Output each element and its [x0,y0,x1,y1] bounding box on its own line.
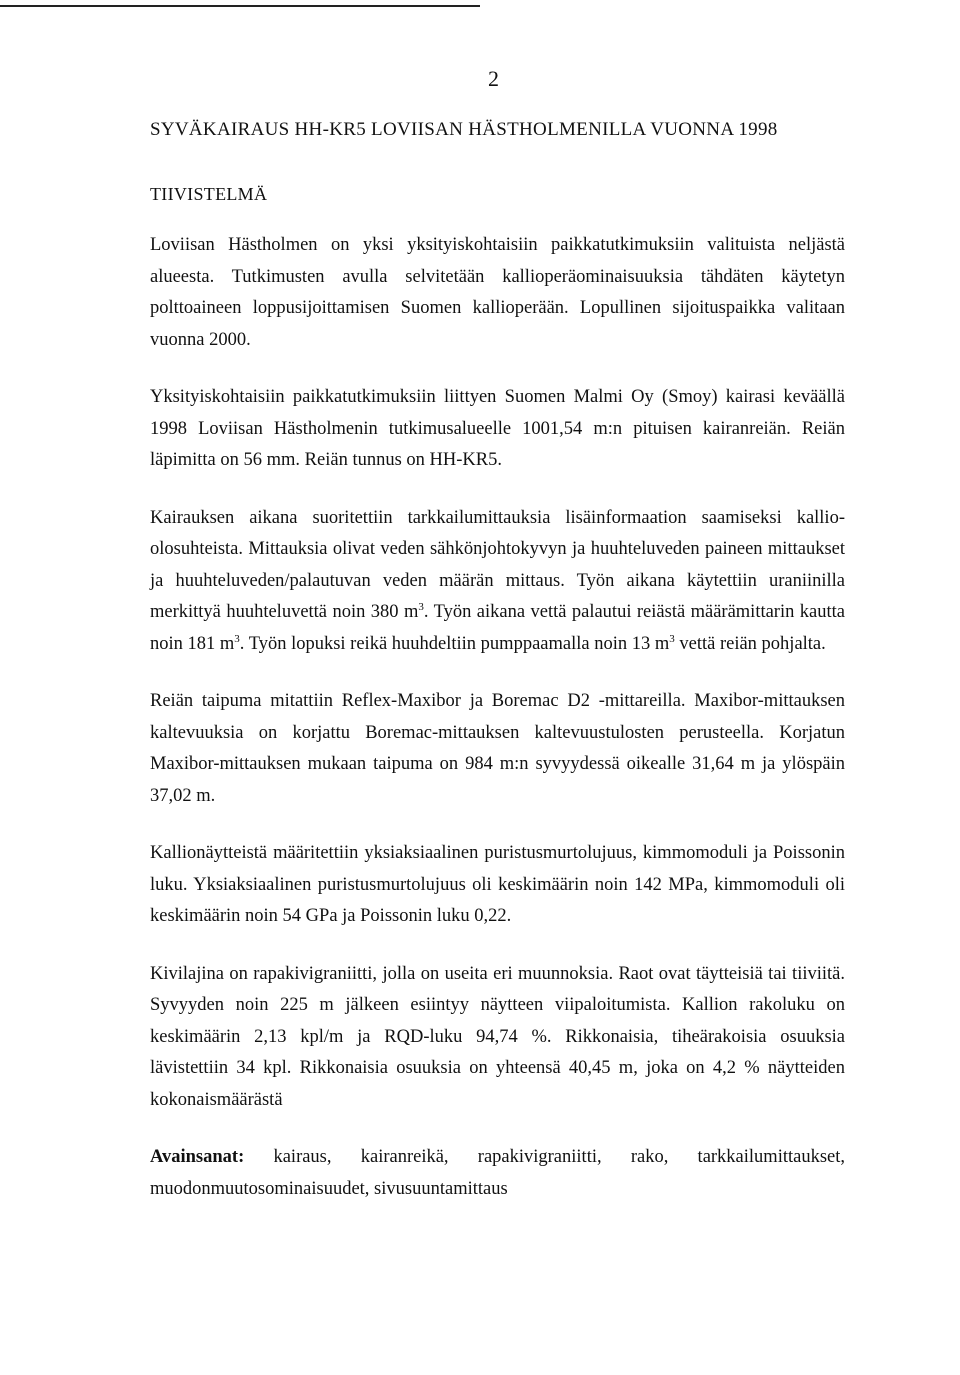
paragraph-lithology: Kivilajina on rapakivigraniitti, jolla on useita eri muunnoksia. Raot ovat täytteisiä tai tiiviitä. Syvyyden noin 225 m jälkeen esiintyy näytteen viipaloitumista. Kallion rakoluku on keskimäärin 2,13 kpl/m ja RQD-luku 94,74 %. Rikkonaisia, tiheärakoisia osuuksia lävistettiin 34 kpl. Rikkonaisia osuuksia on yhteensä 40,45 m, joka on 4,2 % näytteiden kokonaismäärästä [150,963,845,1110]
paragraph-keywords [150,1142,845,1205]
paragraph-drilling: Yksityiskohtaisiin paikkatutkimuksiin liittyen Suomen Malmi Oy (Smoy) kairasi keväällä 1998 Loviisan Hästholmenin tutkimusalueelle 1001,54 m:n pituisen kairanreiän. Reiän läpimitta on 56 mm. Reiän tunnus on HH-KR5. [150,387,845,470]
document-title: SYVÄKAIRAUS HH-KR5 LOVIISAN HÄSTHOLMENILLA VUONNA 1998 [150,119,778,140]
paragraph-measurements [150,503,845,661]
superscript-3: 3 [234,632,240,645]
keywords-label: Avainsanat: [150,1147,245,1167]
paragraph-deviation: Reiän taipuma mitattiin Reflex-Maxibor ja Boremac D2 -mittareilla. Maxibor-mittauksen kaltevuuksia on korjattu Boremac-mittauksen kaltevuustulosten perusteella. Korjatun Maxibor-mittauksen mukaan taipuma on 984 m:n syvyydessä oikealle 31,64 m ja ylöspäin 37,02 m. [150,691,845,806]
superscript-3: 3 [418,600,424,613]
measurements-text-3: . Työn lopuksi reikä huuhdeltiin pumppaamalla noin 13 m [239,633,670,654]
keywords-text: kairaus, kairanreikä, rapakivigraniitti, rako, tarkkailumittaukset, muodonmuutosominaisuudet, sivusuuntamittaus [150,1147,845,1199]
header-rule [0,5,480,7]
section-title-abstract: TIIVISTELMÄ [150,184,268,204]
document-body [150,116,845,1205]
page-number: 2 [488,66,499,91]
paragraph-rock-mechanics: Kallionäytteistä määritettiin yksiaksiaalinen puristusmurtolujuus, kimmomoduli ja Poissonin luku. Yksiaksiaalinen puristusmurtolujuus oli keskimäärin noin 142 MPa, kimmomoduli oli keskimäärin noin 54 GPa ja Poissonin luku 0,22. [150,843,845,926]
paragraph-intro: Loviisan Hästholmen on yksi yksityiskohtaisiin paikkatutkimuksiin valituista neljästä alueesta. Tutkimusten avulla selvitetään kallioperäominaisuuksia tähdäten käytetyn polttoaineen loppusijoittamisen Suomen kallioperään. Lopullinen sijoituspaikka valitaan vuonna 2000. [150,235,845,350]
measurements-text-4: vettä reiän pohjalta. [674,633,826,654]
measurements-text-2: . Työn aikana vettä palautui reiästä määrämittarin kautta noin 181 m [150,602,845,654]
measurements-text-1: Kairauksen aikana suoritettiin tarkkailumittauksia lisäinformaation saamiseksi kallio-olosuhteista. Mittauksia olivat veden sähkönjohtokyvyn ja huuhteluveden paineen mittaukset ja huuhteluveden/palautuvan veden määrän mittaus. Työn aikana käytettiin uraniinilla merkittyä huuhteluvettä noin 380 m [150,507,845,622]
superscript-3: 3 [669,632,675,645]
